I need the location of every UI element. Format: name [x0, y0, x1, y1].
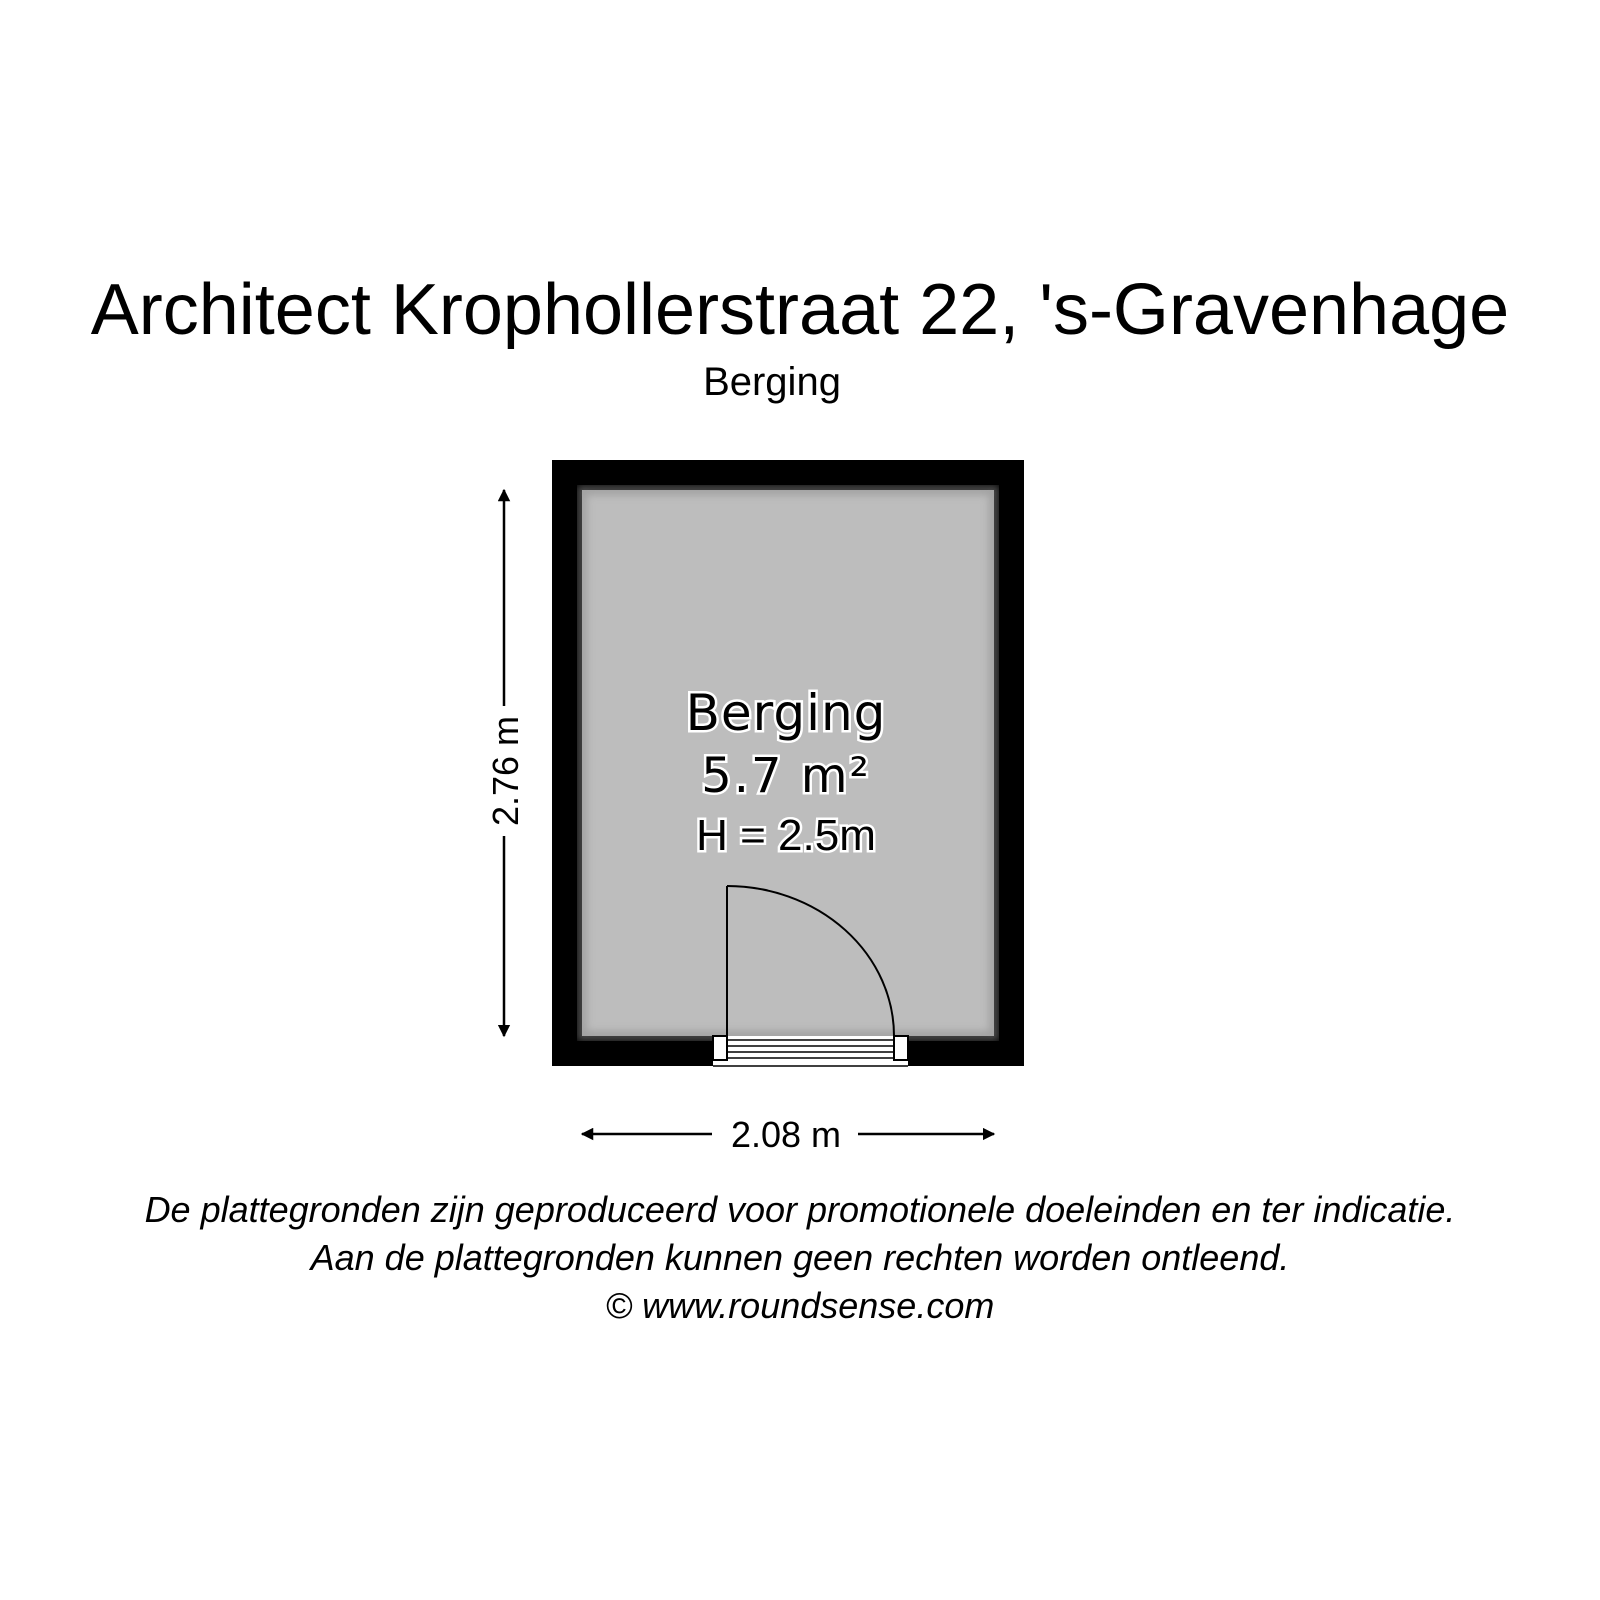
plan-title: Architect Krophollerstraat 22, 's-Gravenhage	[90, 270, 1510, 350]
depth-dimension	[485, 490, 526, 1036]
width-dimension	[582, 1114, 994, 1155]
disclaimer-line-1: De plattegronden zijn geproduceerd voor promotionele doeleinden en ter indicatie.	[144, 1189, 1456, 1230]
copyright-line: © www.roundsense.com	[605, 1285, 995, 1326]
room-name: Berging	[685, 684, 887, 742]
room-height: H = 2.5m	[696, 811, 876, 860]
width-label: 2.08 m	[730, 1114, 842, 1155]
disclaimer-line-2: Aan de plattegronden kunnen geen rechten worden ontleend.	[310, 1237, 1290, 1278]
floor-label: Berging	[703, 360, 841, 404]
door-threshold	[713, 1036, 908, 1066]
room-area: 5.7 m²	[701, 748, 871, 804]
depth-label: 2.76 m	[485, 715, 526, 827]
